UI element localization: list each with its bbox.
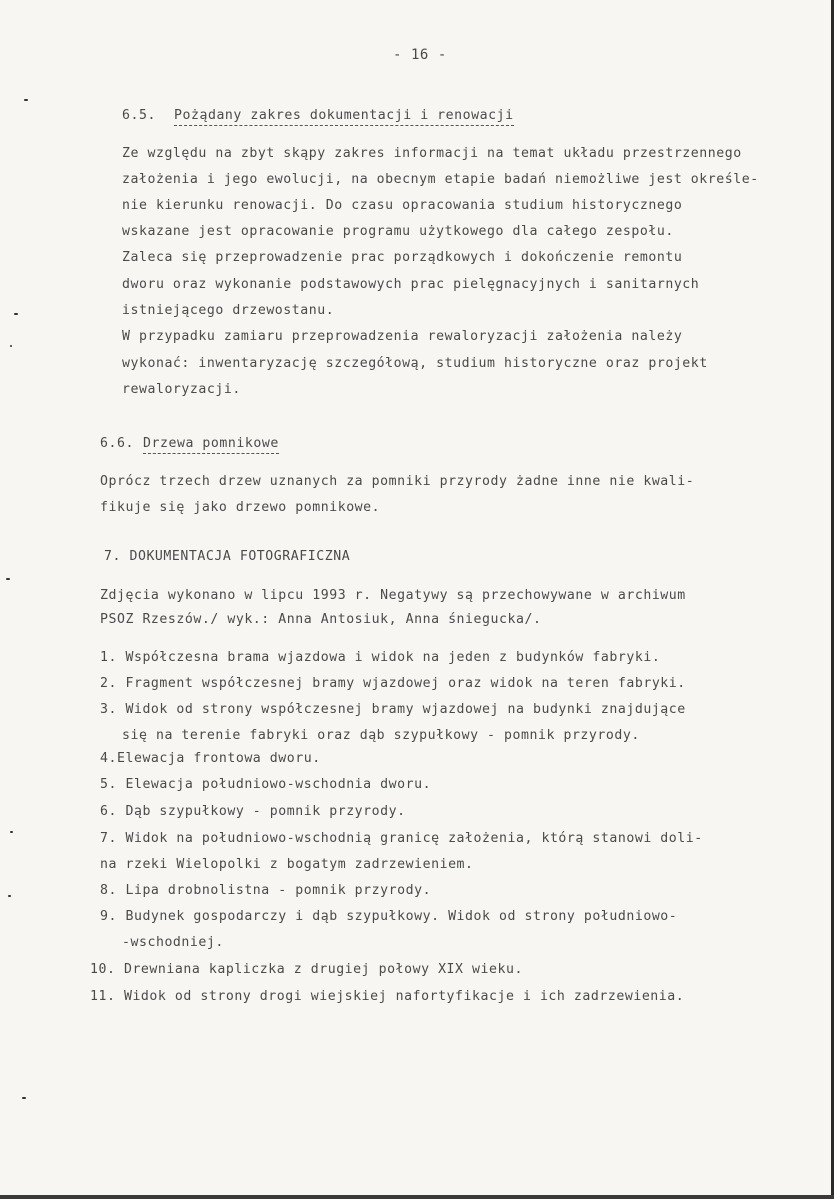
- list-item-continuation: się na terenie fabryki oraz dąb szypułkowy - pomnik przyrody.: [122, 728, 640, 743]
- paragraph-line: nie kierunku renowacji. Do czasu opracowania studium historycznego: [122, 198, 683, 213]
- section-title: Drzewa pomnikowe: [143, 436, 279, 454]
- list-item: 2. Fragment współczesnej bramy wjazdowej oraz widok na teren fabryki.: [100, 676, 686, 691]
- list-item: 5. Elewacja południowo-wschodnia dworu.: [100, 777, 432, 792]
- paragraph-line: założenia i jego ewolucji, na obecnym etapie badań niemożliwe jest określe-: [122, 172, 759, 187]
- scan-mark: [24, 99, 28, 101]
- paragraph-line: Oprócz trzech drzew uznanych za pomniki przyrody żadne inne nie kwali-: [100, 474, 695, 489]
- scan-mark: [8, 895, 11, 897]
- list-item-continuation: na rzeki Wielopolki z bogatym zadrzewieniem.: [100, 857, 474, 872]
- paragraph-line: istniejącego drzewostanu.: [122, 303, 335, 318]
- paragraph-line: fikuje się jako drzewo pomnikowe.: [100, 500, 381, 515]
- section-title: Pożądany zakres dokumentacji i renowacji: [174, 108, 514, 126]
- paragraph-line: PSOZ Rzeszów./ wyk.: Anna Antosiuk, Anna śniegucka/.: [100, 612, 542, 627]
- list-item: 1. Współczesna brama wjazdowa i widok na jeden z budynków fabryki.: [100, 650, 661, 665]
- scan-edge-bottom: [0, 1195, 834, 1199]
- list-item: 8. Lipa drobnolistna - pomnik przyrody.: [100, 883, 432, 898]
- scan-mark: [14, 313, 18, 315]
- scan-mark: [10, 345, 12, 347]
- section-title: 7. DOKUMENTACJA FOTOGRAFICZNA: [104, 549, 351, 564]
- paragraph-line: Zaleca się przeprowadzenie prac porządkowych i dokończenie remontu: [122, 250, 683, 265]
- list-item: 6. Dąb szypułkowy - pomnik przyrody.: [100, 804, 406, 819]
- section-number: 6.6.: [100, 436, 134, 451]
- paragraph-line: rewaloryzacji.: [122, 382, 241, 397]
- list-item: 9. Budynek gospodarczy i dąb szypułkowy. Widok od strony południowo-: [100, 909, 678, 924]
- list-item-continuation: -wschodniej.: [122, 935, 224, 950]
- list-item: 11. Widok od strony drogi wiejskiej nafortyfikacje i ich zadrzewienia.: [90, 989, 685, 1004]
- section-number: 6.5.: [122, 108, 156, 123]
- list-item: 3. Widok od strony współczesnej bramy wjazdowej na budynki znajdujące: [100, 702, 686, 717]
- paragraph-line: Zdjęcia wykonano w lipcu 1993 r. Negatywy są przechowywane w archiwum: [100, 588, 686, 603]
- list-item: 7. Widok na południowo-wschodnią granicę założenia, którą stanowi doli-: [100, 831, 703, 846]
- scan-mark: [22, 1097, 26, 1099]
- page-number: - 16 -: [393, 47, 447, 63]
- paragraph-line: dworu oraz wykonanie podstawowych prac pielęgnacyjnych i sanitarnych: [122, 277, 700, 292]
- scan-mark: [10, 831, 13, 833]
- list-item: 10. Drewniana kapliczka z drugiej połowy XIX wieku.: [90, 962, 523, 977]
- paragraph-line: W przypadku zamiaru przeprowadzenia rewaloryzacji założenia należy: [122, 329, 683, 344]
- paragraph-line: wskazane jest opracowanie programu użytkowego dla całego zespołu.: [122, 224, 674, 239]
- scan-mark: [6, 578, 10, 580]
- paragraph-line: wykonać: inwentaryzację szczegółową, studium historyczne oraz projekt: [122, 356, 708, 371]
- list-item: 4.Elewacja frontowa dworu.: [100, 751, 321, 766]
- paragraph-line: Ze względu na zbyt skąpy zakres informacji na temat układu przestrzennego: [122, 146, 742, 161]
